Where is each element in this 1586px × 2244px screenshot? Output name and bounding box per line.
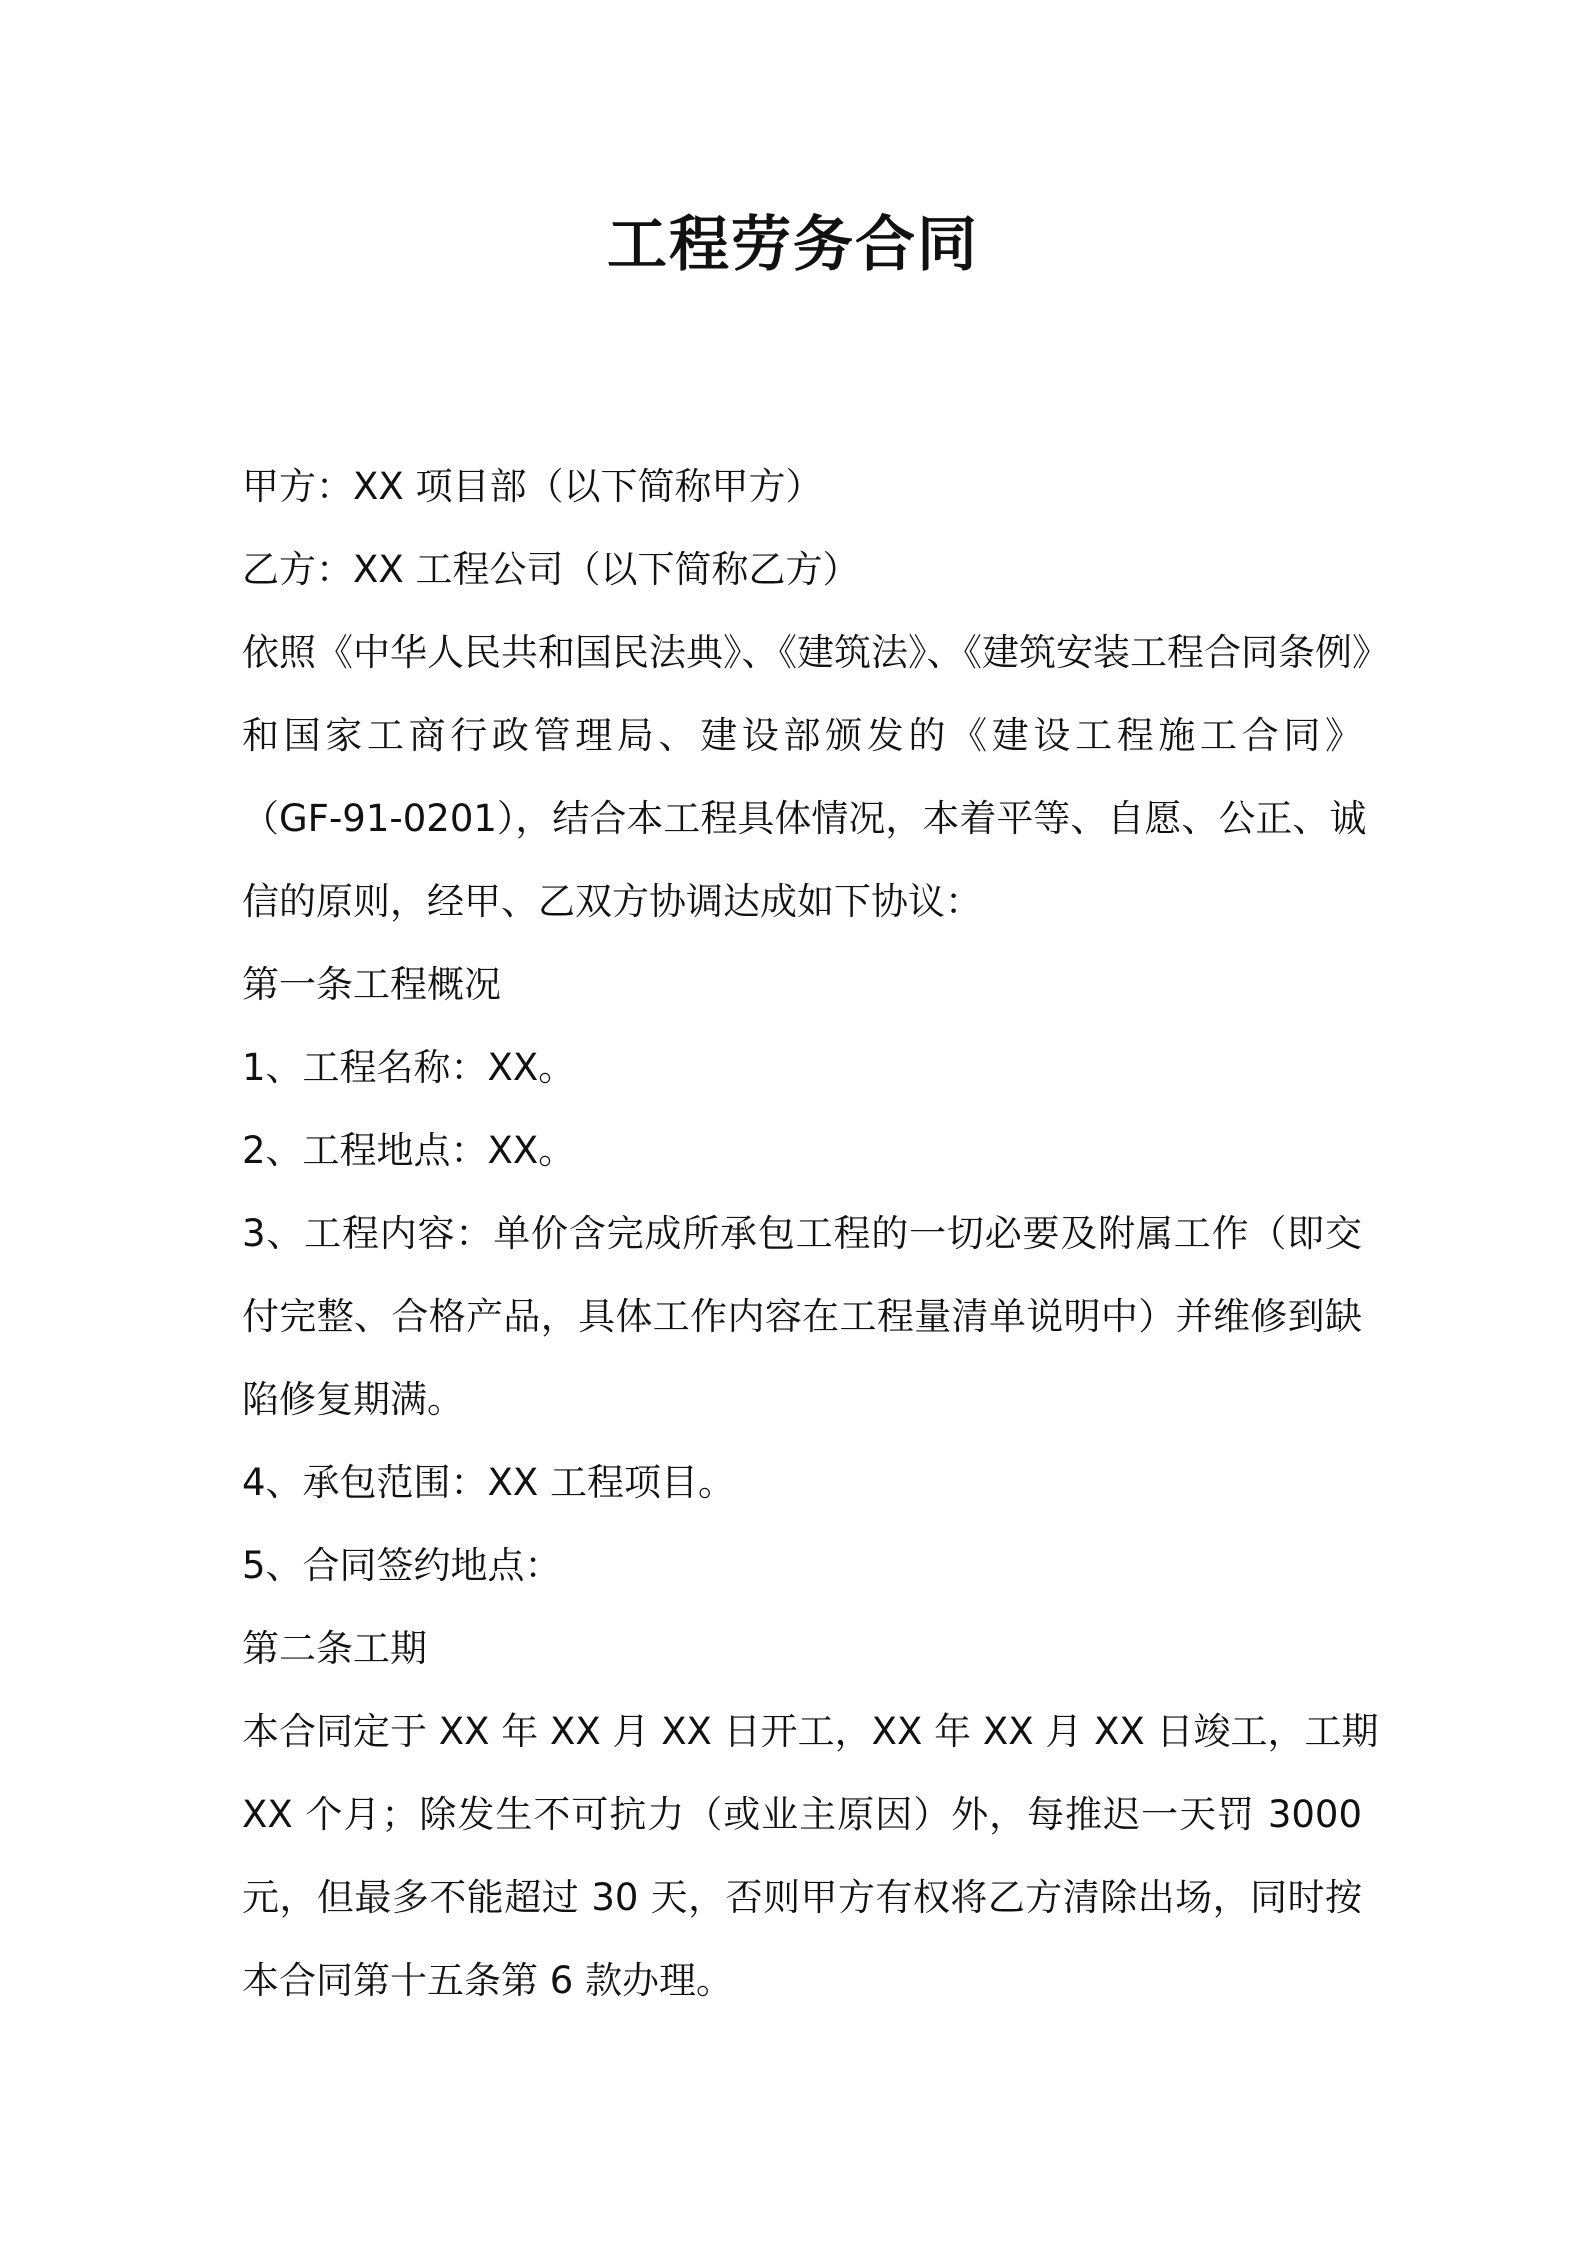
clause-item: 付完整、合格产品，具体工作内容在工程量清单说明中）并维修到缺 [242, 1295, 1362, 1338]
clause-item: 4、承包范围：XX 工程项目。 [242, 1461, 735, 1504]
clause-item: 2、工程地点：XX。 [242, 1129, 576, 1172]
clause-text: 元，但最多不能超过 30 天，否则甲方有权将乙方清除出场，同时按 [242, 1876, 1362, 1919]
article-heading: 第一条工程概况 [242, 963, 501, 1006]
clause-text: XX 个月；除发生不可抗力（或业主原因）外，每推迟一天罚 3000 [242, 1793, 1362, 1836]
clause-item: 5、合同签约地点： [242, 1544, 562, 1587]
preamble-line: 信的原则，经甲、乙双方协调达成如下协议： [242, 880, 982, 923]
preamble-line: 和国家工商行政管理局、建设部颁发的《建设工程施工合同》 [242, 714, 1362, 757]
party-b-line: 乙方：XX 工程公司（以下简称乙方） [242, 548, 860, 591]
party-a-line: 甲方：XX 项目部（以下简称甲方） [242, 465, 823, 508]
preamble-line: 依照《中华人民共和国民法典》、《建筑法》、《建筑安装工程合同条例》 [242, 631, 1389, 674]
clause-item: 1、工程名称：XX。 [242, 1046, 576, 1089]
preamble-line: （GF-91-0201），结合本工程具体情况，本着平等、自愿、公正、诚 [242, 797, 1367, 840]
document-body [242, 445, 1389, 2022]
article-heading: 第二条工期 [242, 1627, 427, 1670]
document-title: 工程劳务合同 [607, 210, 979, 280]
clause-item: 3、工程内容：单价含完成所承包工程的一切必要及附属工作（即交 [242, 1212, 1362, 1255]
clause-item: 陷修复期满。 [242, 1378, 464, 1421]
clause-text: 本合同定于 XX 年 XX 月 XX 日开工，XX 年 XX 月 XX 日竣工，工期 [242, 1710, 1379, 1753]
clause-text: 本合同第十五条第 6 款办理。 [242, 1959, 734, 2002]
